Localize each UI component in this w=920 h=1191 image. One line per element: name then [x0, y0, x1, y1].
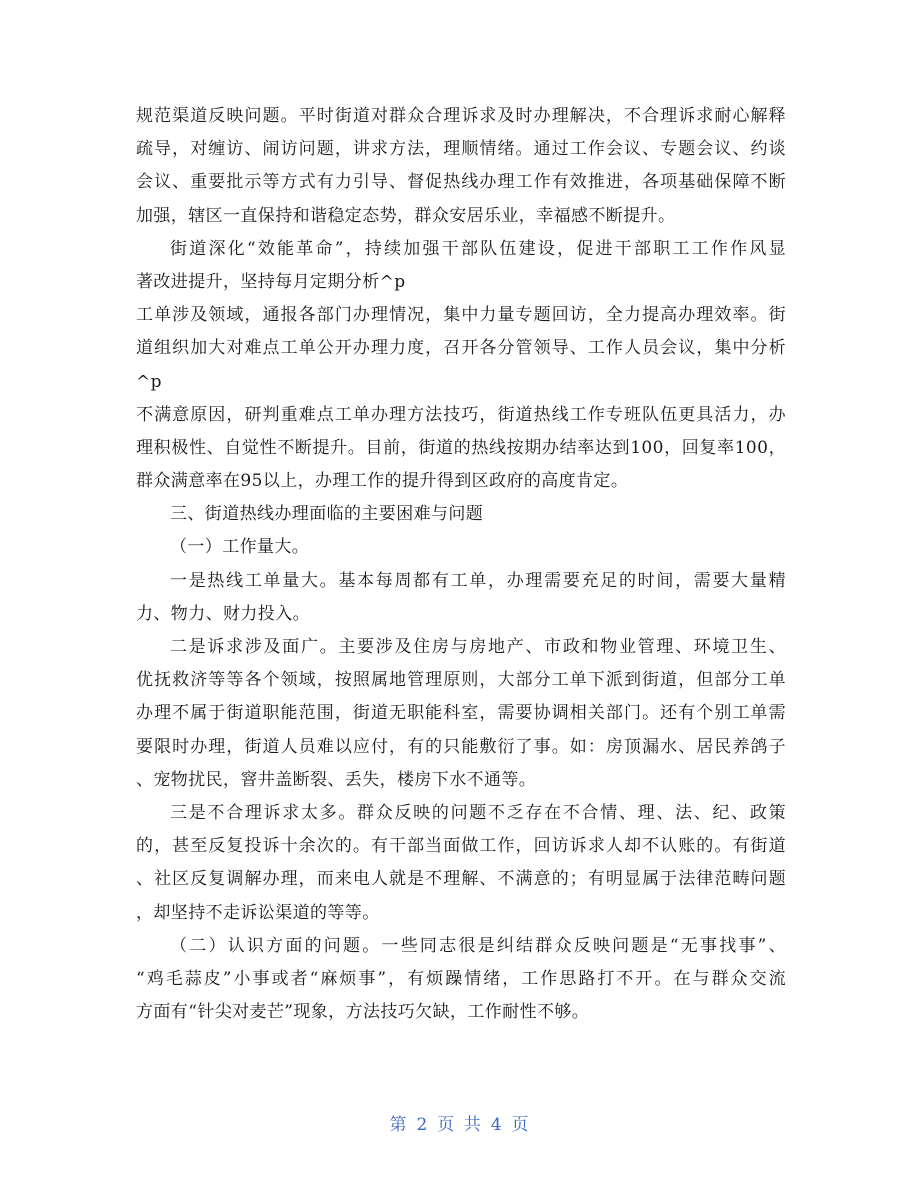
text-line: 方面有“针尖对麦芒”现象，方法技巧欠缺，工作耐性不够。: [136, 1002, 590, 1023]
text-line: “鸡毛蒜皮”小事或者“麻烦事”，有烦躁情绪，工作思路打不开。在与群众交流: [136, 968, 786, 989]
page-footer: [0, 1110, 920, 1135]
text-line: ，却坚持不走诉讼渠道的等等。: [136, 902, 380, 923]
text-line: 著改进提升，坚持每月定期分析^p: [136, 271, 406, 292]
text-line: 群众满意率在95以上，办理工作的提升得到区政府的高度肯定。: [136, 471, 629, 492]
text-line: 、宠物扰民，窨井盖断裂、丢失，楼房下水不通等。: [136, 769, 537, 790]
page-prefix: 第: [389, 1115, 409, 1135]
page-total-number: 4: [490, 1115, 504, 1135]
text-line: 三、街道热线办理面临的主要困难与问题: [170, 504, 484, 525]
document-body: [136, 100, 786, 1029]
text-line: 一是热线工单量大。基本每周都有工单，办理需要充足的时间，需要大量精: [170, 570, 786, 591]
text-line: 的，甚至反复投诉十余次的。有干部当面做工作，回访诉求人却不认账的。有街道: [136, 836, 786, 857]
text-line: 不满意原因，研判重难点工单办理方法技巧，街道热线工作专班队伍更具活力，办: [136, 404, 786, 425]
text-line: 规范渠道反映问题。平时街道对群众合理诉求及时办理解决，不合理诉求耐心解释: [136, 106, 786, 126]
text-line: ^p: [136, 371, 162, 392]
text-line: 三是不合理诉求太多。群众反映的问题不乏存在不合情、理、法、纪、政策: [170, 802, 786, 823]
text-line: 力、物力、财力投入。: [136, 603, 310, 624]
text-line: 道组织加大对难点工单公开办理力度，召开各分管领导、工作人员会议，集中分析: [136, 338, 786, 359]
text-line: 优抚救济等等各个领域，按照属地管理原则，大部分工单下派到街道，但部分工单: [136, 670, 786, 691]
text-line: 办理不属于街道职能范围，街道无职能科室，需要协调相关部门。还有个别工单需: [136, 703, 786, 724]
text-line: （一）工作量大。: [170, 537, 310, 558]
text-line: 加强，辖区一直保持和谐稳定态势，群众安居乐业，幸福感不断提升。: [136, 205, 676, 226]
text-line: （二）认识方面的问题。一些同志很是纠结群众反映问题是“无事找事”、: [170, 935, 786, 956]
text-line: 要限时办理，街道人员难以应付，有的只能敷衍了事。如：房顶漏水、居民养鸽子: [136, 736, 786, 757]
page-suffix: 页: [511, 1115, 531, 1135]
text-line: 工单涉及领域，通报各部门办理情况，集中力量专题回访，全力提高办理效率。街: [136, 305, 786, 326]
text-line: 疏导，对缠访、闹访问题，讲求方法，理顺情绪。通过工作会议、专题会议、约谈: [136, 139, 786, 160]
text-line: 、社区反复调解办理，而来电人就是不理解、不满意的；有明显属于法律范畴问题: [136, 869, 786, 890]
text-line: 二是诉求涉及面广。主要涉及住房与房地产、市政和物业管理、环境卫生、: [170, 637, 786, 657]
text-line: 理积极性、自觉性不断提升。目前，街道的热线按期办结率达到100，回复率100，: [136, 437, 786, 458]
page-middle: 页 共: [437, 1115, 483, 1135]
page-current-number: 2: [416, 1115, 430, 1135]
text-line: 街道深化“效能革命”，持续加强干部队伍建设，促进干部职工工作作风显: [170, 238, 786, 259]
text-line: 会议、重要批示等方式有力引导、督促热线办理工作有效推进，各项基础保障不断: [136, 172, 786, 193]
